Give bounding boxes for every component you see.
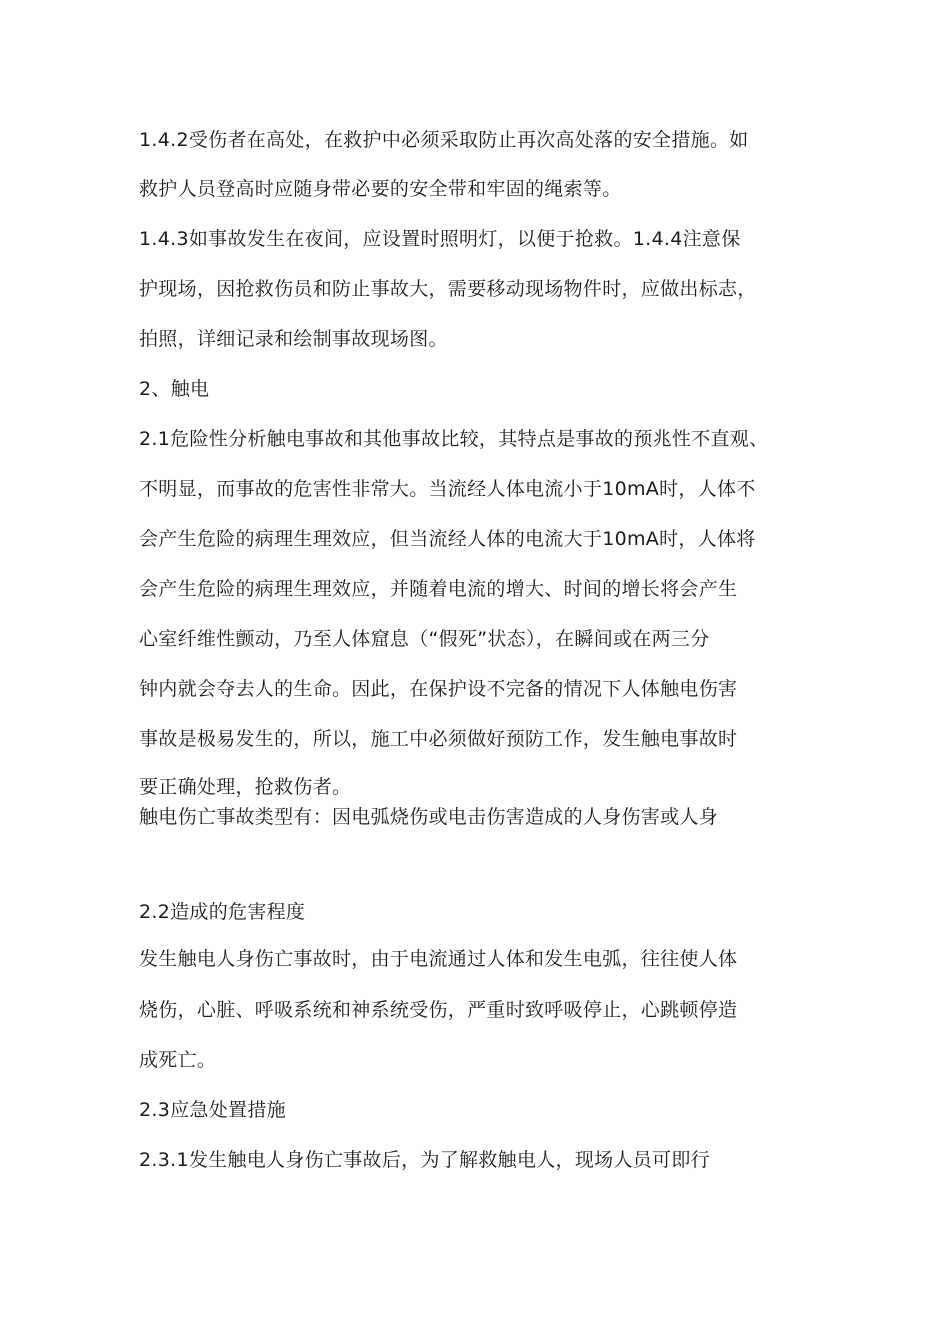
paragraph-line: 1.4.3如事故发生在夜间，应设置时照明灯，以便于抢救。1.4.4注意保	[139, 228, 741, 250]
paragraph-line: 会产生危险的病理生理效应，但当流经人体的电流大于10mA时，人体将	[139, 528, 756, 550]
paragraph-line: 成死亡。	[139, 1049, 217, 1071]
paragraph-line: 2.1危险性分析触电事故和其他事故比较，其特点是事故的预兆性不直观、	[139, 428, 769, 450]
paragraph-line: 护现场，因抢救伤员和防止事故大，需要移动现场物件时，应做出标志，	[139, 278, 757, 300]
paragraph-line: 烧伤，心脏、呼吸系统和神系统受伤，严重时致呼吸停止，心跳顿停造	[139, 999, 738, 1021]
section-heading: 2、触电	[139, 378, 210, 400]
paragraph-line: 触电伤亡事故类型有：因电弧烧伤或电击伤害造成的人身伤害或人身	[139, 806, 719, 828]
paragraph-line: 要正确处理，抢救伤者。	[139, 776, 352, 798]
paragraph-line: 2.3.1发生触电人身伤亡事故后，为了解救触电人，现场人员可即行	[139, 1149, 710, 1171]
paragraph-line: 发生触电人身伤亡事故时，由于电流通过人体和发生电弧，往往使人体	[139, 948, 738, 970]
paragraph-line: 事故是极易发生的，所以，施工中必须做好预防工作，发生触电事故时	[139, 728, 738, 750]
paragraph-line: 1.4.2受伤者在高处，在救护中必须采取防止再次高处落的安全措施。如	[139, 129, 749, 151]
paragraph-line: 救护人员登高时应随身带必要的安全带和牢固的绳索等。	[139, 178, 622, 200]
paragraph-line: 心室纤维性颤动，乃至人体窟息（“假死”状态），在瞬间或在两三分	[139, 628, 710, 650]
paragraph-line: 钟内就会夺去人的生命。因此，在保护设不完备的情况下人体触电伤害	[139, 678, 738, 700]
section-heading: 2.2造成的危害程度	[139, 901, 306, 923]
paragraph-line: 拍照，详细记录和绘制事故现场图。	[139, 328, 448, 350]
paragraph-line: 会产生危险的病理生理效应，并随着电流的增大、时间的增长将会产生	[139, 578, 738, 600]
paragraph-line: 不明显，而事故的危害性非常大。当流经人体电流小于10mA时，人体不	[139, 478, 756, 500]
section-heading: 2.3应急处置措施	[139, 1099, 286, 1121]
